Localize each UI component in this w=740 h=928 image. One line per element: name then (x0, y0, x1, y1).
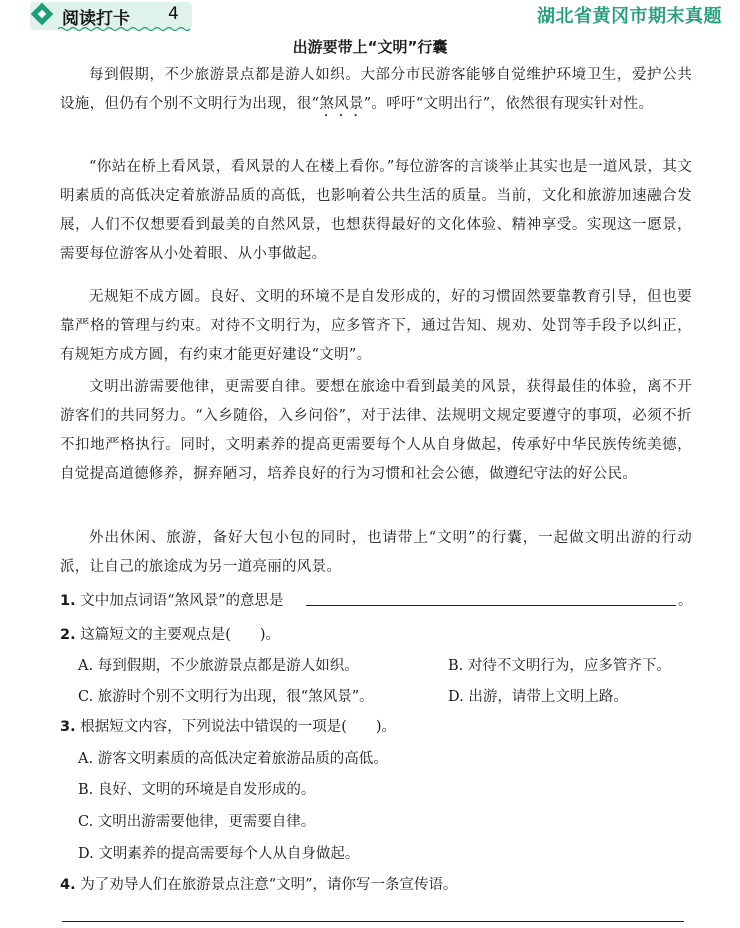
question-2-text: 这篇短文的主要观点是( )。 (80, 627, 281, 643)
q2-option-d[interactable]: D. 出游，请带上文明上路。 (448, 689, 628, 705)
question-3 (60, 716, 700, 738)
question-1-text: 文中加点词语“煞风景”的意思是 (80, 593, 284, 609)
paragraph-2: “你站在桥上看风景，看风景的人在楼上看你。”每位游客的言谈举止其实也是一道风景，其文明素质的高低决定着旅游品质的高低，也影响着公共生活的质量。当前，文化和旅游加速融合发展，人们不仅想要看到最美的自然风景，也想获得最好的文化体验、精神享受。实现这一愿景，需要每位游客从小处着眼、从小事做起。 (60, 159, 692, 262)
q3-option-c[interactable]: C. 文明出游需要他律，更需要自律。 (78, 814, 316, 830)
paragraph-1 (60, 61, 692, 120)
question-3-text: 根据短文内容，下列说法中错误的一项是( )。 (80, 719, 397, 735)
question-4-number: 4. (60, 877, 76, 893)
q2-option-b[interactable]: B. 对待不文明行为，应多管齐下。 (448, 658, 671, 674)
question-1-number: 1. (60, 593, 76, 609)
q2-option-c[interactable]: C. 旅游时个别不文明行为出现，很“煞风景”。 (78, 689, 374, 705)
paragraph-1-text-end: ”。呼吁“文明出行”，依然很有现实针对性。 (363, 96, 654, 112)
q3-option-a[interactable]: A. 游客文明素质的高低决定着旅游品质的高低。 (78, 751, 388, 767)
q3-option-b[interactable]: B. 良好、文明的环境是自发形成的。 (78, 782, 316, 798)
question-4-text: 为了劝导人们在旅游景点注意“文明”，请你写一条宣传语。 (80, 877, 458, 893)
paragraph-4: 文明出游需要他律，更需要自律。要想在旅途中看到最美的风景，获得最佳的体验，离不开游客们的共同努力。“入乡随俗，入乡问俗”，对于法律、法规明文规定要遵守的事项，必须不折不扣地严格执行。同时，文明素养的提高更需要每个人从自身做起，传承好中华民族传统美德，自觉提高道德修养，摒弃陋习，培养良好的行为习惯和社会公德，做遵纪守法的好公民。 (60, 379, 692, 482)
q3-option-d[interactable]: D. 文明素养的提高需要每个人从自身做起。 (78, 846, 360, 862)
question-1 (60, 590, 700, 612)
article-title: 出游要带上“文明”行囊 (292, 38, 448, 56)
paragraph-1-text: 每到假期，不少旅游景点都是游人如织。大部分市民游客能够自觉维护环境卫生，爱护公共设施，但仍有个别不文明行为出现，很“ (60, 67, 692, 112)
question-1-end: 。 (678, 593, 693, 609)
question-2-number: 2. (60, 627, 76, 643)
exam-source: 湖北省黄冈市期末真题 (537, 6, 722, 27)
q2-option-a[interactable]: A. 每到假期，不少旅游景点都是游人如织。 (78, 658, 359, 674)
emphasized-word: 煞风景 (319, 96, 364, 112)
paragraph-5: 外出休闲、旅游，备好大包小包的同时，也请带上“文明”的行囊，一起做文明出游的行动派，让自己的旅途成为另一道亮丽的风景。 (60, 530, 692, 575)
header-label: 阅读打卡 (62, 9, 130, 29)
wavy-underline (58, 26, 190, 32)
paragraph-3: 无规矩不成方圆。良好、文明的环境不是自发形成的，好的习惯固然要靠教育引导，但也要靠严格的管理与约束。对待不文明行为，应多管齐下，通过告知、规劝、处罚等手段予以纠正，有规矩方成方圆，有约束才能更好建设“文明”。 (60, 289, 692, 363)
question-4 (60, 874, 700, 896)
answer-blank-4[interactable] (62, 921, 684, 922)
question-2 (60, 624, 700, 646)
question-3-number: 3. (60, 719, 76, 735)
header-number: 4 (168, 4, 179, 24)
answer-blank-1[interactable] (306, 605, 676, 606)
